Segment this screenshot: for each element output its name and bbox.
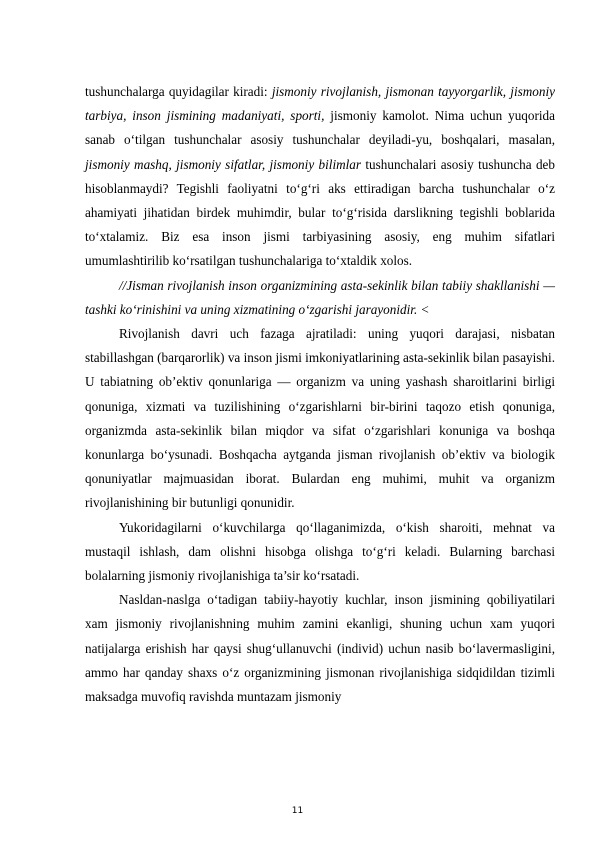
paragraph-3: Rivojlanish davri uch fazaga ajratiladi: uning yuqori darajasi, nisbatan stabillashgan (barqarorlik) va inson jismi imkoniyatlarining asta-sekinlik bilan pasayishi. U tabiatning ob’ektiv qonunlariga — organizm va uning yashash sharoitlarini birligi qonuniga, xizmati va tuzilishining o‘zgarishlarni bir-birini taqozo etish qonuniga, organizmda asta-sekinlik bilan miqdor va sifat o‘zgarishlari konuniga va boshqa konunlarga bo‘ysunadi. Boshqacha aytganda jisman rivojlanish ob’ektiv va biologik qonuniyatlar majmuasidan iborat. Bulardan eng muhimi, muhit va organizm rivojlanishining bir butunligi qonunidir. (85, 326, 555, 511)
italic-terms-1: jismoniy rivojlanish, jismonan tayyorgarlik, jismoniy tarbiya, inson jismining madaniyati, sporti, (85, 84, 555, 124)
text-run: tushunchalari asosiy tushuncha deb hisoblanmaydi? Tegishli faoliyatni to‘g‘ri aks ettiradigan barcha tushunchalar o‘z ahamiyati jihatidan birdek muhimdir, bular to‘g‘risida darslikning tegishli boblarida to‘xtalamiz. Biz esa inson jismi tarbiyasining asosiy, eng muhim sifatlari umumlashtirilib ko‘rsatilgan tushunchalariga to‘xtaldik xolos. (85, 156, 555, 269)
paragraph-4: Yukoridagilarni o‘kuvchilarga qo‘llaganimizda, o‘kish sharoiti, mehnat va mustaqil ishlash, dam olishni hisobga olishga to‘g‘ri keladi. Bularning barchasi bolalarning jismoniy rivojlanishiga ta’sir ko‘rsatadi. (85, 519, 555, 584)
paragraph-5: Nasldan-naslga o‘tadigan tabiiy-hayotiy kuchlar, inson jismining qobiliyatilari xam jismoniy rivojlanishning muhim zamini ekanligi, shuning uchun xam yuqori natijalarga erishish har qaysi shug‘ullanuvchi (individ) uchun nasib bo‘lavermasligini, ammo har qanday shaxs o‘z organizmining jismonan rivojlanishiga sidqidildan tizimli maksadga muvofiq ravishda muntazam jismoniy (85, 592, 555, 705)
document-body (85, 80, 555, 709)
page-number: 11 (291, 806, 304, 816)
definition-paragraph: //Jisman rivojlanish inson organizmining asta-sekinlik bilan tabiiy shakllanishi — tashki ko‘rinishini va uning xizmatining o‘zgarishi jarayonidir. < (85, 277, 555, 317)
text-run: jismoniy kamolot. Nima uchun yuqorida sanab o‘tilgan tushunchalar asosiy tushunchalar deyiladi-yu, boshqalari, masalan, (85, 108, 555, 148)
italic-terms-2: jismoniy mashq, jismoniy sifatlar, jismoniy bilimlar (85, 156, 362, 172)
text-run: tushunchalarga quyidagilar kiradi: (85, 84, 272, 99)
paragraph-1 (85, 80, 555, 274)
